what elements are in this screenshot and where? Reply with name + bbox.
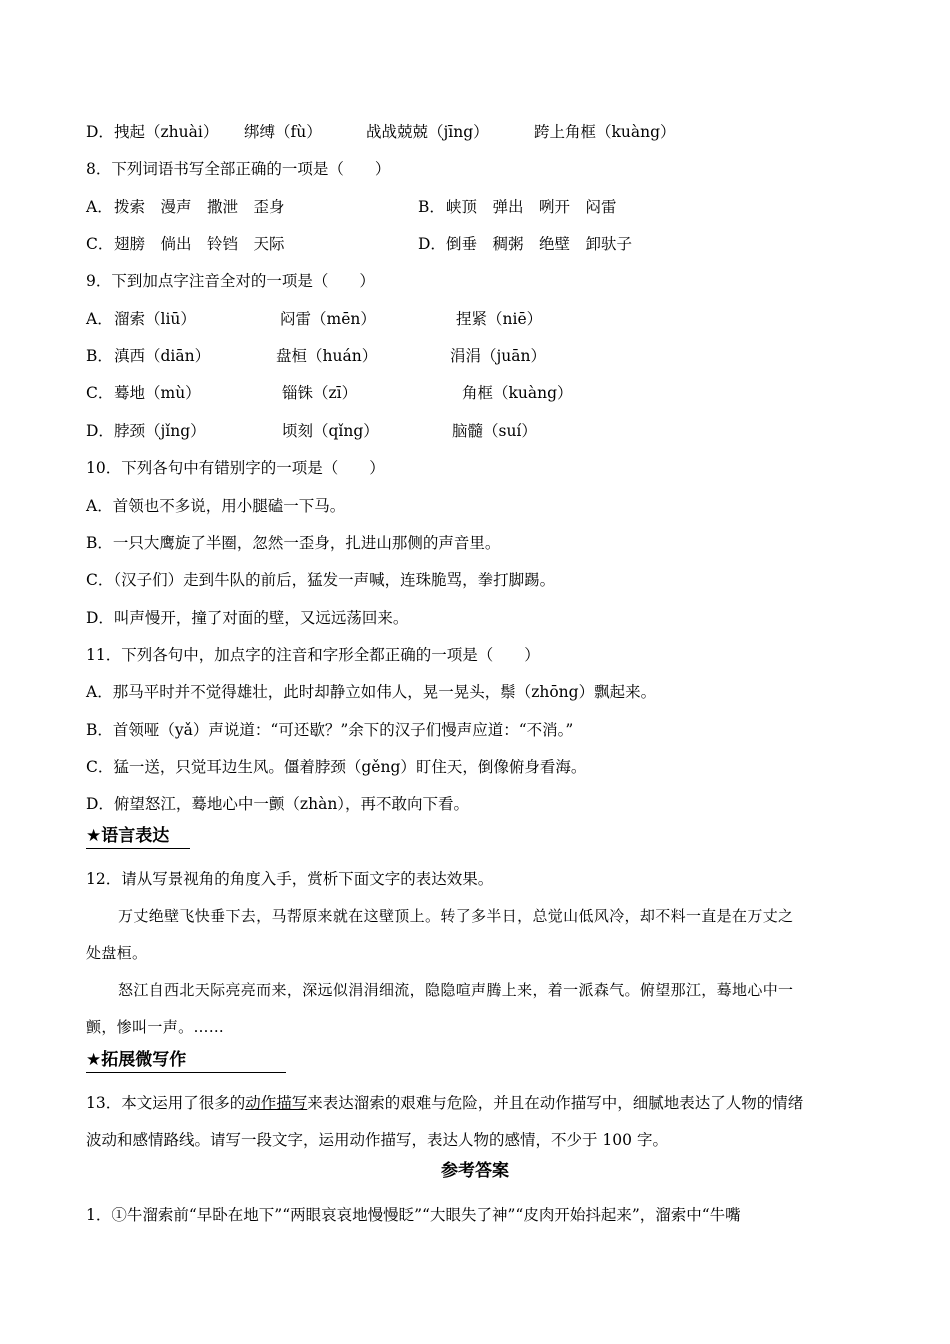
option-label: D． [86, 123, 114, 141]
section-title-writing: ★拓展微写作 [86, 1049, 286, 1073]
option-item: 脑髓（suí） [452, 422, 537, 440]
option-item: 战战兢兢（jīng） [366, 123, 489, 141]
q13-text: 来表达溜索的艰难与危险，并且在动作描写中，细腻地表达了人物的情绪 [307, 1094, 804, 1112]
option-item: 盘桓（huán） [276, 347, 378, 365]
option-label: B． [418, 198, 445, 216]
q11-stem: 11．下列各句中，加点字的注音和字形全都正确的一项是（ ） [86, 646, 540, 664]
option-item: 锱铢（zī） [282, 384, 358, 402]
q10-stem: 10．下列各句中有错别字的一项是（ ） [86, 459, 385, 477]
q10-option-c: C．（汉子们）走到牛队的前后，猛发一声喊，连珠脆骂，拳打脚踢。 [86, 571, 556, 589]
option-label: B． [86, 347, 113, 365]
q11-option-b: B．首领哑（yǎ）声说道：“可还歇？”余下的汉子们慢声应道：“不消。” [86, 721, 574, 739]
q10-option-d: D．叫声慢开，撞了对面的壁，又远远荡回来。 [86, 609, 409, 627]
q12-passage-line-1: 万丈绝壁飞快垂下去，马帮原来就在这壁顶上。转了多半日，总觉山低风冷，却不料一直是在万丈之 [118, 907, 794, 925]
q12-stem: 12．请从写景视角的角度入手，赏析下面文字的表达效果。 [86, 870, 494, 888]
option-item: 滇西（diān） [114, 347, 211, 365]
option-item: 溜索（liū） [114, 310, 196, 328]
option-item: 绑缚（fù） [244, 123, 322, 141]
option-text: 峡顶 弹出 咧开 闷雷 [446, 198, 617, 216]
q10-option-b: B．一只大鹰旋了半圈，忽然一歪身，扎进山那侧的声音里。 [86, 534, 501, 552]
q12-passage-line-4: 颤，惨叫一声。…… [86, 1018, 225, 1036]
q8-stem: 8．下列词语书写全部正确的一项是（ ） [86, 160, 391, 178]
option-label: C． [86, 384, 114, 402]
option-item: 闷雷（mēn） [280, 310, 376, 328]
option-label: D． [418, 235, 446, 253]
q13-line-2: 波动和感情路线。请写一段文字，运用动作描写，表达人物的感情，不少于 100 字。 [86, 1131, 668, 1149]
q12-passage-line-2: 处盘桓。 [86, 944, 148, 962]
q13-text: 13．本文运用了很多的 [86, 1094, 246, 1112]
answers-heading: 参考答案 [441, 1161, 509, 1181]
option-text: 倒垂 稠粥 绝壁 卸驮子 [446, 235, 633, 253]
option-text: 拨索 漫声 撒泄 歪身 [114, 198, 285, 216]
option-item: 顷刻（qǐng） [282, 422, 379, 440]
q9-stem: 9．下到加点字注音全对的一项是（ ） [86, 272, 375, 290]
q10-option-a: A．首领也不多说，用小腿磕一下马。 [86, 497, 346, 515]
q13-underlined-term: 动作描写 [245, 1094, 308, 1112]
option-item: 脖颈（jǐng） [114, 422, 206, 440]
q11-option-a: A．那马平时并不觉得雄壮，此时却静立如伟人，晃一晃头，鬃（zhōng）飘起来。 [86, 683, 657, 701]
option-label: D． [86, 422, 114, 440]
q12-passage-line-3: 怒江自西北天际亮亮而来，深远似涓涓细流，隐隐喧声腾上来，着一派森气。俯望那江，蓦地心中一 [118, 981, 794, 999]
q13-line-1 [86, 1093, 803, 1113]
option-item: 涓涓（juān） [450, 347, 547, 365]
option-label: A． [86, 310, 113, 328]
option-label: C． [86, 235, 114, 253]
option-item: 跨上角框（kuàng） [534, 123, 676, 141]
option-text: 翅膀 倘出 铃铛 天际 [114, 235, 285, 253]
q11-option-c: C．猛一送，只觉耳边生风。僵着脖颈（gěng）盯住天，倒像俯身看海。 [86, 758, 587, 776]
answer-1-line: 1．①牛溜索前“早卧在地下”“两眼哀哀地慢慢眨”“大眼失了神”“皮肉开始抖起来”，溜索中“牛嘴 [86, 1206, 741, 1224]
option-item: 捏紧（niē） [456, 310, 543, 328]
option-item: 角框（kuàng） [462, 384, 573, 402]
section-title-language: ★语言表达 [86, 825, 190, 849]
option-item: 蓦地（mù） [114, 384, 201, 402]
option-label: A． [86, 198, 113, 216]
q11-option-d: D．俯望怒江，蓦地心中一颤（zhàn），再不敢向下看。 [86, 795, 470, 813]
option-item: 拽起（zhuài） [114, 123, 219, 141]
